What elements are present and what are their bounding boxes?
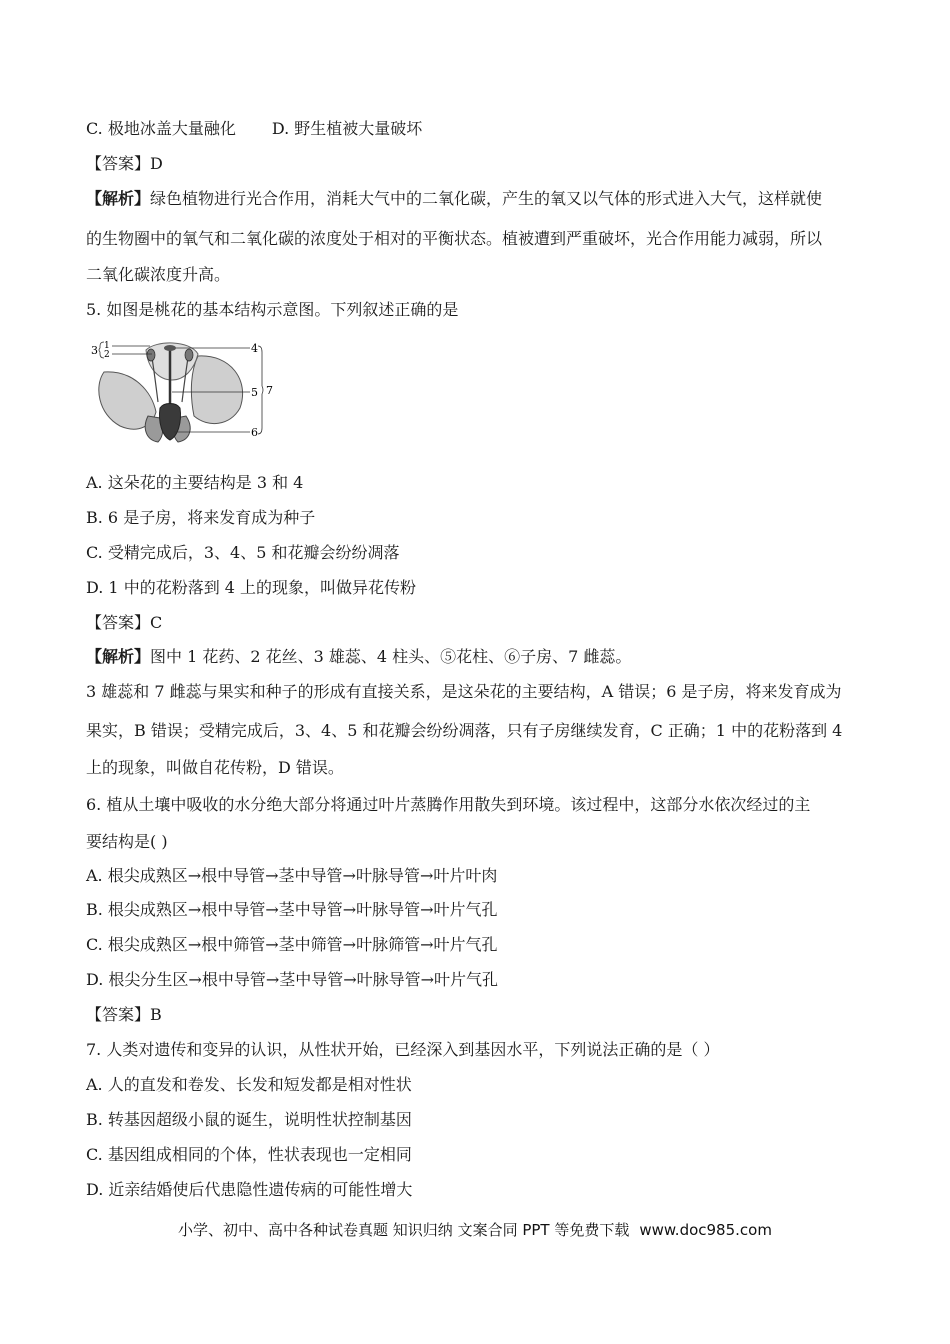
peach-flower-diagram xyxy=(90,336,280,446)
q4-options-cd xyxy=(86,119,422,139)
q6-option-b: B. 根尖成熟区→根中导管→茎中导管→叶脉导管→叶片气孔 xyxy=(86,900,498,919)
label-3: 3 xyxy=(91,344,98,357)
label-2: 2 xyxy=(104,350,110,360)
answer-value: C xyxy=(150,613,163,632)
q7-option-d: D. 近亲结婚使后代患隐性遗传病的可能性增大 xyxy=(86,1180,413,1199)
q6-stem-line-2: 要结构是( ) xyxy=(86,832,168,851)
q6-stem-line-1: 6. 植从土壤中吸收的水分绝大部分将通过叶片蒸腾作用散失到环境。该过程中，这部分水依次经过的主 xyxy=(86,795,811,814)
label-7: 7 xyxy=(266,384,273,397)
q7-option-b: B. 转基因超级小鼠的诞生，说明性状控制基因 xyxy=(86,1110,412,1129)
q5-option-c: C. 受精完成后，3、4、5 和花瓣会纷纷凋落 xyxy=(86,543,400,562)
label-5: 5 xyxy=(251,386,258,399)
q5-analysis-line-1 xyxy=(86,647,631,667)
pistil-stigma xyxy=(164,345,176,351)
analysis-text: 绿色植物进行光合作用，消耗大气中的二氧化碳，产生的氧又以气体的形式进入大气，这样就使 xyxy=(150,189,823,208)
q7-option-a: A. 人的直发和卷发、长发和短发都是相对性状 xyxy=(86,1075,412,1094)
q4-analysis-line-2: 的生物圈中的氧气和二氧化碳的浓度处于相对的平衡状态。植被遭到严重破坏，光合作用能力减弱，所以 xyxy=(86,229,823,248)
q6-answer xyxy=(86,1005,162,1025)
footer-text: 小学、初中、高中各种试卷真题 知识归纳 文案合同 PPT 等免费下载 xyxy=(178,1221,630,1239)
q5-option-b: B. 6 是子房，将来发育成为种子 xyxy=(86,508,316,527)
q7-option-c: C. 基因组成相同的个体，性状表现也一定相同 xyxy=(86,1145,412,1164)
q4-answer xyxy=(86,154,163,174)
brace-7 xyxy=(258,346,263,434)
anther-left xyxy=(147,349,155,361)
q6-option-d: D. 根尖分生区→根中导管→茎中导管→叶脉导管→叶片气孔 xyxy=(86,970,499,989)
q6-option-c: C. 根尖成熟区→根中筛管→茎中筛管→叶脉筛管→叶片气孔 xyxy=(86,935,498,954)
answer-label: 【答案】 xyxy=(86,613,151,632)
q5-analysis-line-4: 上的现象，叫做自花传粉，D 错误。 xyxy=(86,758,344,777)
q5-answer xyxy=(86,613,162,633)
q5-analysis-line-2: 3 雄蕊和 7 雌蕊与果实和种子的形成有直接关系，是这朵花的主要结构，A 错误；6 是子房，将来发育成为 xyxy=(86,682,842,701)
answer-value: B xyxy=(150,1005,162,1024)
label-1: 1 xyxy=(104,341,110,351)
analysis-text: 图中 1 花药、2 花丝、3 雄蕊、4 柱头、⑤花柱、⑥子房、7 雌蕊。 xyxy=(150,647,632,666)
analysis-label: 【解析】 xyxy=(86,189,151,208)
analysis-label: 【解析】 xyxy=(86,647,151,666)
anther-right xyxy=(185,349,193,361)
label-4: 4 xyxy=(251,342,258,355)
footer-url[interactable]: www.doc985.com xyxy=(639,1221,772,1239)
q4-option-c: C. 极地冰盖大量融化 xyxy=(86,119,236,138)
q4-analysis-line-1 xyxy=(86,189,822,209)
q5-option-a: A. 这朵花的主要结构是 3 和 4 xyxy=(86,473,304,492)
q5-stem: 5. 如图是桃花的基本结构示意图。下列叙述正确的是 xyxy=(86,300,459,319)
q5-option-d: D. 1 中的花粉落到 4 上的现象，叫做异花传粉 xyxy=(86,578,417,597)
q4-option-d: D. 野生植被大量破坏 xyxy=(271,119,423,138)
q5-analysis-line-3: 果实，B 错误；受精完成后，3、4、5 和花瓣会纷纷凋落，只有子房继续发育，C 正确；1 中的花粉落到 4 xyxy=(86,721,843,740)
label-6: 6 xyxy=(251,426,258,439)
answer-label: 【答案】 xyxy=(86,154,151,173)
q4-analysis-line-3: 二氧化碳浓度升高。 xyxy=(86,265,231,284)
answer-value: D xyxy=(150,154,163,173)
q7-stem: 7. 人类对遗传和变异的认识，从性状开始，已经深入到基因水平，下列说法正确的是（ ） xyxy=(86,1040,720,1059)
q6-option-a: A. 根尖成熟区→根中导管→茎中导管→叶脉导管→叶片叶肉 xyxy=(86,866,498,885)
right-petal xyxy=(191,356,242,424)
page-footer xyxy=(0,1219,950,1240)
answer-label: 【答案】 xyxy=(86,1005,151,1024)
